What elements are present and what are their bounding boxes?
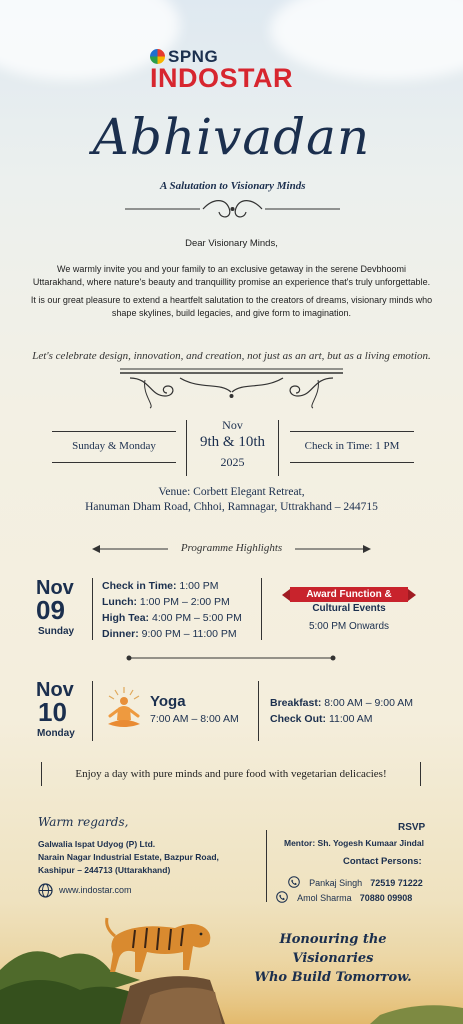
tiger-illustration	[105, 914, 217, 982]
honour-line2: Who Build Tomorrow.	[254, 970, 412, 985]
website-link[interactable]: www.indostar.com	[59, 885, 132, 895]
event-year: 2025	[220, 455, 245, 469]
day2-date: 10	[38, 697, 67, 727]
day1-weekday: Sunday	[38, 626, 75, 637]
event-checkin: Check in Time: 1 PM	[304, 440, 400, 452]
award-ribbon: Award Function &	[290, 587, 408, 602]
yoga-title: Yoga	[150, 693, 186, 710]
schedule-item: Lunch: 1:00 PM – 2:00 PM	[102, 596, 230, 608]
rule	[261, 578, 262, 640]
warm-regards: Warm regards,	[38, 815, 129, 829]
programme-heading: Programme Highlights	[180, 542, 283, 554]
ornament-divider-icon	[125, 198, 340, 220]
contact-phone[interactable]: 70880 09908	[359, 893, 413, 903]
invitation-subtitle: A Salutation to Visionary Minds	[160, 180, 306, 192]
cloud-decoration	[270, 0, 463, 80]
meditation-icon	[104, 684, 144, 734]
award-line2: Cultural Events	[312, 603, 386, 614]
event-month: Nov	[222, 418, 243, 432]
rule	[266, 830, 267, 902]
contact-name: Pankaj Singh	[309, 878, 363, 888]
day1-date: 09	[36, 595, 65, 625]
rule	[278, 420, 279, 476]
schedule-item: Breakfast: 8:00 AM – 9:00 AM	[270, 697, 414, 709]
day2-weekday: Monday	[37, 728, 75, 739]
rsvp-heading: RSVP	[398, 822, 426, 833]
rule	[290, 431, 414, 432]
company-address2: Kashipur – 244713 (Uttarakhand)	[38, 865, 171, 875]
paragraph-invite: We warmly invite you and your family to an exclusive getaway in the serene Devbhoomi Uttarakhand, where nature's beauty and tranquillity promise an experience that's truly unforgettable.	[32, 264, 431, 287]
venue-line1: Venue: Corbett Elegant Retreat,	[158, 486, 305, 498]
arrow-right-ornament-icon	[293, 543, 373, 555]
schedule-item: High Tea: 4:00 PM – 5:00 PM	[102, 612, 242, 624]
schedule-item: Dinner: 9:00 PM – 11:00 PM	[102, 628, 237, 640]
contact-name: Amol Sharma	[297, 893, 352, 903]
rule	[52, 462, 176, 463]
brand-top: SPNG	[150, 47, 218, 67]
event-dates: 9th & 10th	[199, 434, 265, 450]
honour-line1: Honouring the Visionaries	[279, 932, 387, 966]
rule	[92, 578, 93, 640]
contact-phone[interactable]: 72519 71222	[370, 878, 423, 888]
company-address1: Narain Nagar Industrial Estate, Bazpur Road,	[38, 852, 219, 862]
schedule-item: Check Out: 11:00 AM	[270, 713, 373, 725]
paragraph-salutation: It is our great pleasure to extend a heartfelt salutation to the creators of dreams, visionary minds who shape skylines, build legacies, and give form to imagination.	[30, 295, 433, 318]
award-time: 5:00 PM Onwards	[308, 621, 390, 632]
yoga-time: 7:00 AM – 8:00 AM	[150, 713, 239, 725]
contacts-heading: Contact Persons:	[343, 856, 422, 867]
scroll-ornament-icon	[120, 366, 343, 410]
tagline: Let's celebrate design, innovation, and creation, not just as an art, but as a living emotion.	[32, 350, 431, 362]
ribbon-tail	[408, 589, 416, 601]
ribbon-tail	[282, 589, 290, 601]
day1-schedule	[102, 578, 242, 642]
spng-logo-icon	[150, 49, 165, 64]
invitation-title: Abhivadan	[92, 108, 371, 166]
greeting: Dear Visionary Minds,	[185, 238, 278, 249]
company-block	[38, 838, 219, 877]
rule	[290, 462, 414, 463]
mentor: Mentor: Sh. Yogesh Kumaar Jindal	[284, 838, 424, 848]
day2-schedule	[270, 695, 413, 727]
honour-tagline	[238, 930, 428, 987]
brand-logo: INDOSTAR	[150, 63, 293, 93]
rule	[52, 431, 176, 432]
day1-month: Nov	[36, 577, 74, 599]
globe-icon	[38, 883, 53, 898]
rule	[92, 681, 93, 741]
schedule-item: Check in Time: 1:00 PM	[102, 580, 219, 592]
company-name: Galwalia Ispat Udyog (P) Ltd.	[38, 839, 156, 849]
day2-month: Nov	[36, 679, 74, 701]
rule	[258, 681, 259, 741]
food-note: Enjoy a day with pure minds and pure food with vegetarian delicacies!	[75, 768, 387, 780]
divider-icon	[125, 653, 337, 663]
venue-line2: Hanuman Dham Road, Chhoi, Ramnagar, Uttrakhand – 244715	[85, 501, 378, 513]
event-days: Sunday & Monday	[72, 440, 156, 452]
